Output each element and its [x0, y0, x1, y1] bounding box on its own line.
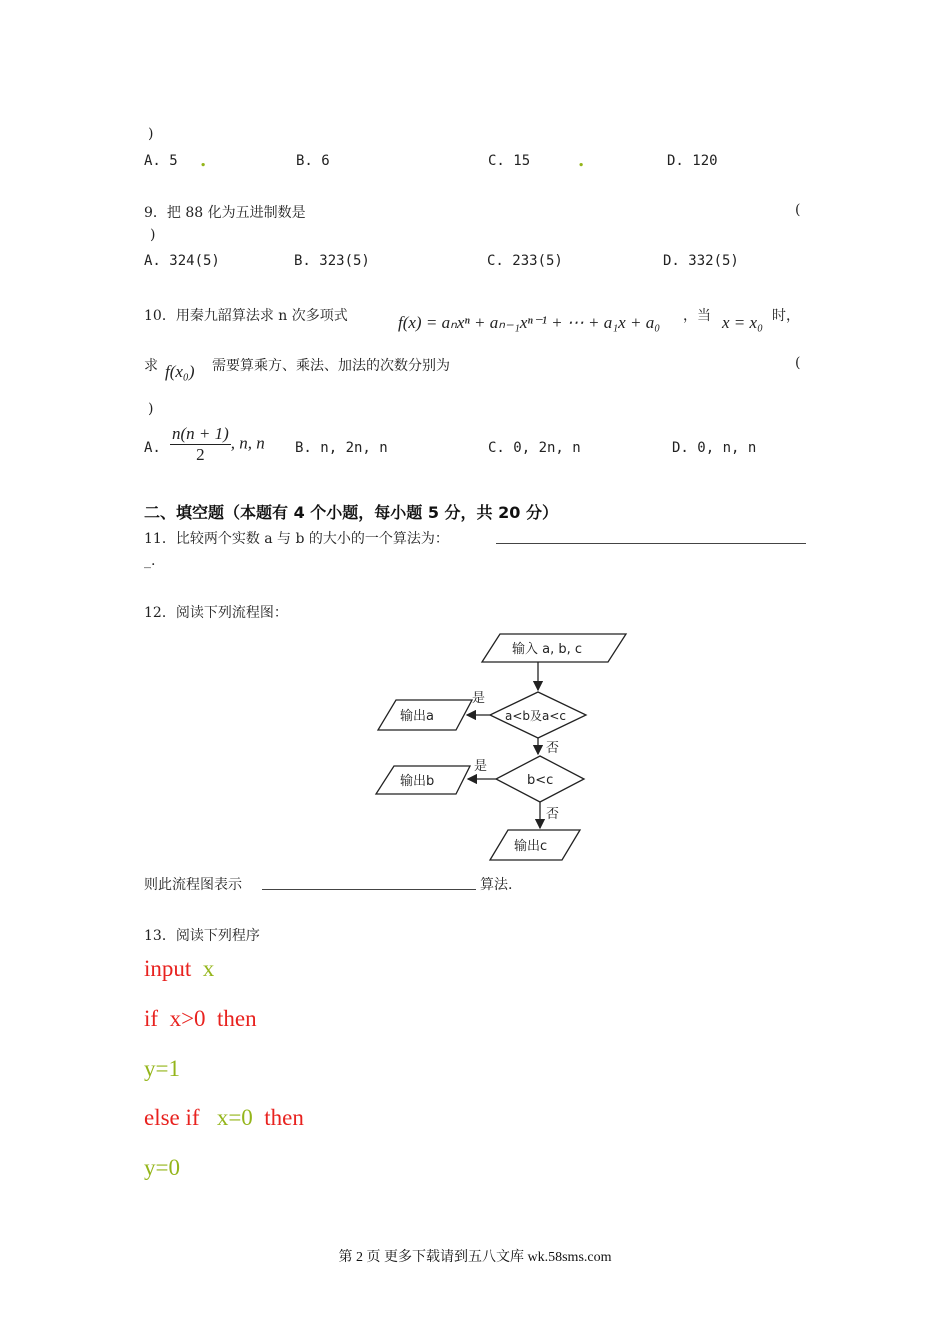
program-input-keyword: input	[144, 956, 192, 981]
program-if-condition: x>0	[169, 1006, 206, 1031]
q8-dot-c: .	[578, 150, 585, 171]
program-if-keyword: if	[144, 1006, 159, 1031]
q12-answer-suffix: 算法.	[480, 877, 513, 893]
q9-option-a: A. 324(5)	[144, 253, 220, 269]
q9-option-d: D. 332(5)	[663, 253, 739, 269]
q10-option-b: B. n, 2n, n	[295, 440, 388, 456]
program-else-if-keyword: else if	[144, 1105, 200, 1130]
program-else-if-condition: x=0	[216, 1105, 253, 1130]
q11-text: 11．比较两个实数 a 与 b 的大小的一个算法为：	[144, 531, 449, 547]
q12-text: 12．阅读下列流程图：	[144, 605, 288, 621]
program-else-then-keyword: then	[264, 1105, 304, 1130]
q11-answer-blank	[496, 529, 806, 544]
q10-text-find: 求	[144, 358, 158, 374]
flowchart-input-label: 输入 a, b, c	[512, 642, 583, 657]
program-line-4	[144, 1105, 304, 1131]
section-2-heading: 二、填空题（本题有 4 个小题，每小题 5 分，共 20 分）	[144, 503, 558, 522]
q10-option-a-tail: , n, n	[230, 433, 265, 453]
program-line-1	[144, 956, 214, 982]
flowchart	[370, 628, 632, 868]
q10-option-d: D. 0, n, n	[672, 440, 757, 456]
q8-option-d: D. 120	[667, 153, 718, 169]
page-footer: 第 2 页 更多下载请到五八文库 wk.58sms.com	[338, 1250, 612, 1265]
flowchart-output-c-label: 输出c	[514, 839, 548, 854]
flowchart-no-2: 否	[546, 807, 560, 822]
q9-option-b: B. 323(5)	[294, 253, 370, 269]
flowchart-output-b-label: 输出b	[400, 774, 435, 789]
q10-option-a-numerator: n(n + 1)	[172, 424, 229, 443]
q10-option-a-label: A.	[144, 440, 161, 456]
q10-close-paren: )	[148, 401, 154, 417]
q10-text-question: 需要算乘方、乘法、加法的次数分别为	[212, 358, 450, 374]
q8-close-paren: )	[148, 126, 154, 142]
q10-text-time: 时，	[772, 308, 800, 324]
q12-answer-prefix: 则此流程图表示	[144, 877, 242, 893]
q8-option-b: B. 6	[296, 153, 330, 169]
q10-condition: x = x₀	[722, 313, 763, 332]
flowchart-decision-2-label: b<c	[527, 773, 554, 788]
q12-answer-blank	[262, 875, 476, 890]
program-line-2	[144, 1006, 257, 1032]
q10-option-c: C. 0, 2n, n	[488, 440, 581, 456]
q10-formula: f(x) = aₙxⁿ + aₙ₋₁xⁿ⁻¹ + ⋯ + a₁x + a₀	[398, 313, 661, 332]
q9-close-paren: )	[150, 227, 156, 243]
q10-text: 10．用秦九韶算法求 n 次多项式	[144, 308, 348, 324]
q10-open-paren: (	[795, 355, 801, 371]
q10-text-when: ，当	[683, 308, 711, 324]
flowchart-output-a-label: 输出a	[400, 709, 434, 724]
program-line-3: y=1	[144, 1056, 180, 1081]
q9-text: 9．把 88 化为五进制数是	[144, 205, 306, 221]
q11-tail: _.	[144, 553, 156, 569]
flowchart-yes-1: 是	[472, 691, 486, 706]
q8-option-a: A. 5	[144, 153, 178, 169]
program-input-var: x	[202, 956, 215, 981]
q10-option-a-formula	[170, 424, 265, 465]
q10-option-a-denominator: 2	[196, 445, 205, 464]
q10-fx0: f(x₀)	[165, 362, 195, 381]
program-then-keyword: then	[217, 1006, 257, 1031]
flowchart-no-1: 否	[546, 741, 560, 756]
program-line-5: y=0	[144, 1155, 180, 1180]
q13-text: 13．阅读下列程序	[144, 928, 260, 944]
q9-option-c: C. 233(5)	[487, 253, 563, 269]
q8-option-c: C. 15	[488, 153, 531, 169]
q9-open-paren: (	[795, 202, 801, 218]
flowchart-yes-2: 是	[474, 759, 488, 774]
q8-dot-a: .	[200, 150, 207, 171]
flowchart-decision-1-label: a<b及a<c	[505, 709, 567, 723]
